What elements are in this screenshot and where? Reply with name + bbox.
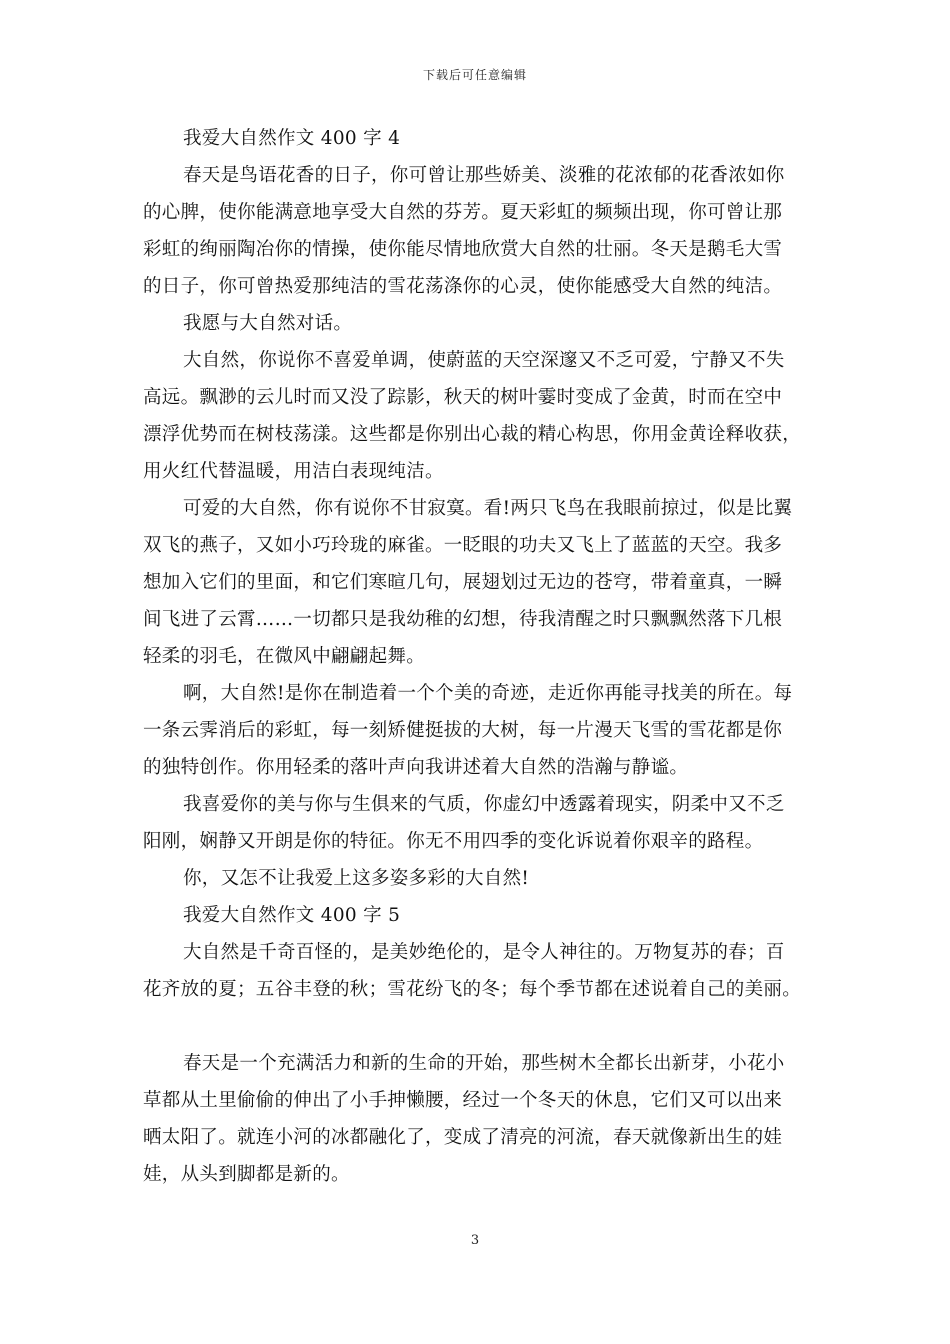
text-line: 我爱大自然作文 400 字 5 <box>183 905 401 926</box>
essay-heading-4 <box>143 120 818 157</box>
text-line: 娃，从头到脚都是新的。 <box>143 1164 350 1185</box>
text-line: 想加入它们的里面，和它们寒暄几句，展翅划过无边的苍穹，带着童真，一瞬 <box>143 572 783 593</box>
blank-line <box>143 1008 818 1045</box>
text-line: 的日子，你可曾热爱那纯洁的雪花荡涤你的心灵，使你能感受大自然的纯洁。 <box>143 276 783 297</box>
text-line: 大自然是千奇百怪的，是美妙绝伦的，是令人神往的。万物复苏的春；百 <box>183 942 785 963</box>
text-line: 草都从土里偷偷的伸出了小手抻懒腰，经过一个冬天的休息，它们又可以出来 <box>143 1090 783 1111</box>
text-line: 我愿与大自然对话。 <box>183 313 353 334</box>
document-body <box>143 120 818 1193</box>
paragraph <box>143 1045 818 1193</box>
text-line: 啊，大自然!是你在制造着一个个美的奇迹，走近你再能寻找美的所在。每 <box>183 683 793 704</box>
text-line: 双飞的燕子，又如小巧玲珑的麻雀。一眨眼的功夫又飞上了蓝蓝的天空。我多 <box>143 535 783 556</box>
text-line: 间飞进了云霄……一切都只是我幼稚的幻想，待我清醒之时只飘飘然落下几根 <box>143 609 783 630</box>
text-line: 彩虹的绚丽陶冶你的情操，使你能尽情地欣赏大自然的壮丽。冬天是鹅毛大雪 <box>143 239 783 260</box>
text-line: 的心脾，使你能满意地享受大自然的芬芳。夏天彩虹的频频出现，你可曾让那 <box>143 202 783 223</box>
text-line: 春天是一个充满活力和新的生命的开始，那些树木全都长出新芽，小花小 <box>183 1053 785 1074</box>
text-line: 大自然，你说你不喜爱单调，使蔚蓝的天空深邃又不乏可爱，宁静又不失 <box>183 350 785 371</box>
text-line: 我爱大自然作文 400 字 4 <box>183 128 401 149</box>
paragraph <box>143 490 818 675</box>
text-line: 花齐放的夏；五谷丰登的秋；雪花纷飞的冬；每个季节都在述说着自己的美丽。 <box>143 979 802 1000</box>
paragraph <box>143 675 818 786</box>
paragraph <box>143 934 818 1008</box>
paragraph <box>143 860 818 897</box>
text-line: 我喜爱你的美与你与生俱来的气质，你虚幻中透露着现实，阴柔中又不乏 <box>183 794 785 815</box>
text-line: 阳刚，娴静又开朗是你的特征。你无不用四季的变化诉说着你艰辛的路程。 <box>143 831 764 852</box>
paragraph <box>143 342 818 490</box>
text-line: 你，又怎不让我爱上这多姿多彩的大自然! <box>183 868 530 889</box>
text-line: 可爱的大自然，你有说你不甘寂寞。看!两只飞鸟在我眼前掠过，似是比翼 <box>183 498 793 519</box>
text-line: 高远。飘渺的云儿时而又没了踪影，秋天的树叶霎时变成了金黄，时而在空中 <box>143 387 783 408</box>
paragraph <box>143 305 818 342</box>
text-line: 用火红代替温暖，用洁白表现纯洁。 <box>143 461 444 482</box>
essay-heading-5 <box>143 897 818 934</box>
page-number: 3 <box>470 1233 480 1248</box>
text-line: 春天是鸟语花香的日子，你可曾让那些娇美、淡雅的花浓郁的花香浓如你 <box>183 165 785 186</box>
text-line: 漂浮优势而在树枝荡漾。这些都是你别出心裁的精心构思，你用金黄诠释收获， <box>143 424 802 445</box>
text-line: 一条云霁消后的彩虹，每一刻矫健挺拔的大树，每一片漫天飞雪的雪花都是你 <box>143 720 783 741</box>
text-line: 的独特创作。你用轻柔的落叶声向我讲述着大自然的浩瀚与静谧。 <box>143 757 689 778</box>
text-line: 轻柔的羽毛，在微风中翩翩起舞。 <box>143 646 426 667</box>
page-header: 下载后可任意编辑 <box>422 68 527 82</box>
paragraph <box>143 157 818 305</box>
text-line: 晒太阳了。就连小河的冰都融化了，变成了清亮的河流，春天就像新出生的娃 <box>143 1127 783 1148</box>
paragraph <box>143 786 818 860</box>
